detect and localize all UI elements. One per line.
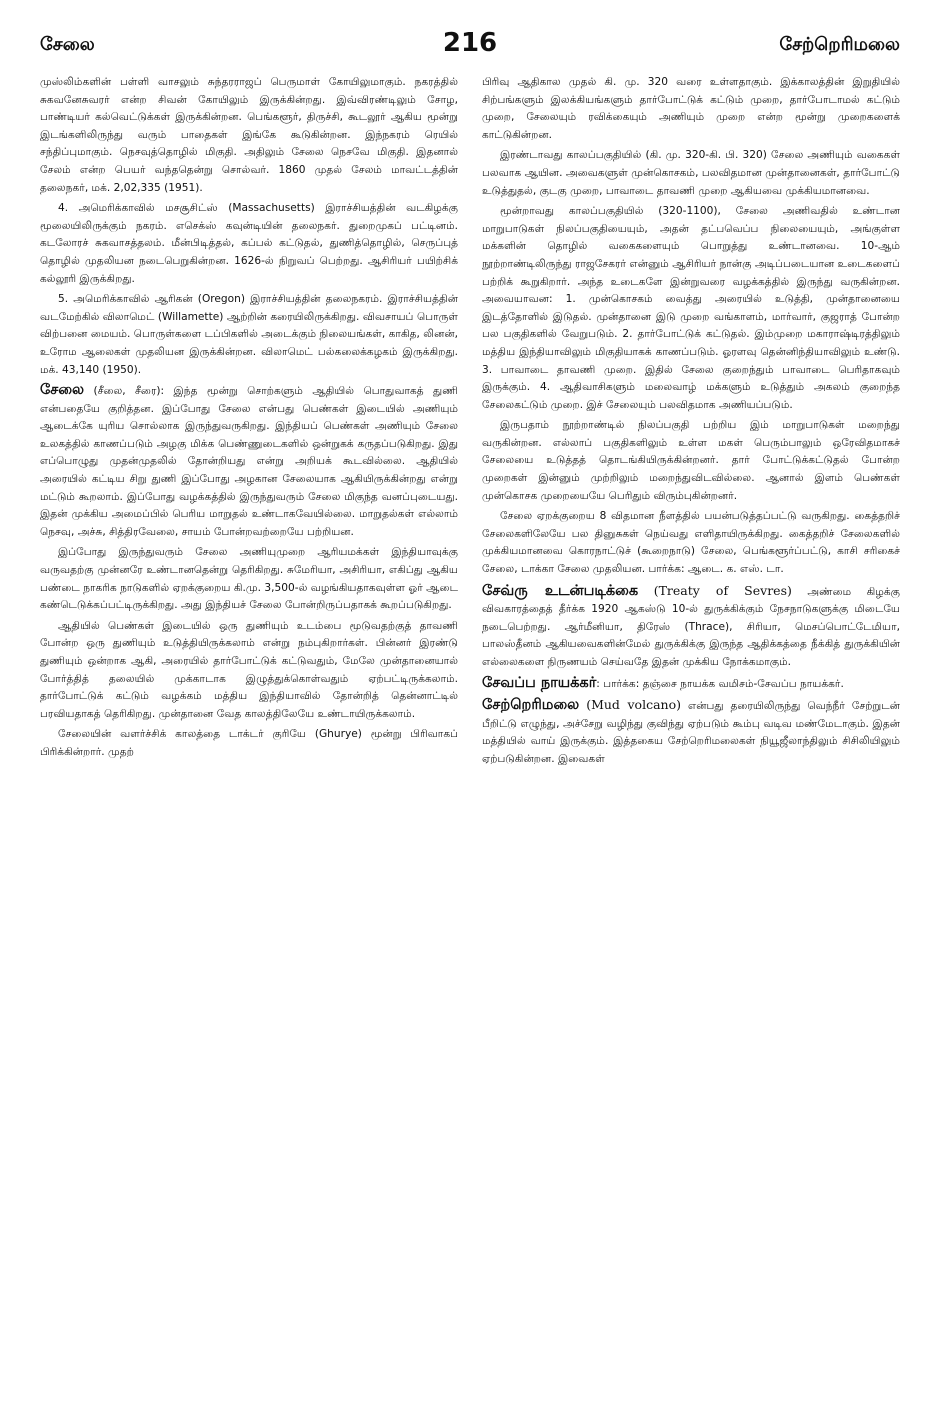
paragraph-text: முஸ்லிம்களின் பள்ளி வாசலும் சுந்தரராஜப் பெருமாள் கோயிலுமாகும். நகரத்தில் சுகவனேசுவரர் என்ற சிவன் கோயிலும் இருக்கின்றது. இவ்விரண்டிலும் சோழ, பாண்டியர் கல்வெட்டுக்கள் இருக்கின்றன. பெங்களூர், திருச்சி, கூடலூர் ஆகிய மூன்று இடங்களிலிருந்து வரும் பாதைகள் இங்கே கூடுகின்றன. இந்நகரம் ரெயில் சந்திப்புமாகும். நெசவுத்தொழில் மிகுதி. அதிலும் சேலை நெசவே மிகுதி. இதனால் சேலம் என்ற பெயர் வந்ததென்று சொல்வர். 1860 முதல் சேலம் மாவட்டத்தின் தலைநகர், மக். 2,02,335 (1951). xyxy=(40,76,458,194)
paragraph-text: சேலை ஏறக்குறைய 8 விதமான நீளத்தில் பயன்படுத்தப்பட்டு வருகிறது. கைத்தறிச் சேலைகளிலேயே பல தினுசுகள் நெய்வது எளிதாயிருக்கிறது. கைத்தறிச் சேலைகளில் முக்கியமானவை கொரநாட்டுச் (கூறைநாடு) சேலை, பெங்களூர்ப்பட்டு, காசி சரிகைச் சேலை, டாக்கா சேலை முதலியன. பார்க்க: ஆடை. க. எஸ். டா. xyxy=(482,510,900,576)
paragraph-text: இரண்டாவது காலப்பகுதியில் (கி. மு. 320-கி. பி. 320) சேலை அணியும் வகைகள் பலவாக ஆயின. அவைகளுள் முன்கொசகம், பலவிதமான முன்தானைகள், தார்போட்டு உடுத்துதல், குடகு முறை, பாவாடை தாவணி முறை ஆகியவை முக்கியமானவை. xyxy=(482,149,900,197)
paragraph xyxy=(482,147,900,200)
paragraph-text: 4. அமெரிக்காவில் மசசூசிட்ஸ் (Massachusetts) இராச்சியத்தின் வடகிழக்கு மூலையிலிருக்கும் நகரம். எசெக்ஸ் கவுன்டியின் தலைநகர். துறைமுகப் பட்டினம். கடலோரச் சுகவாசத்தலம். மீன்பிடித்தல், கப்பல் கட்டுதல், துணித்தொழில், செருப்புத் தொழில் முதலியன நடைபெறுகின்றன. 1626-ல் நிறுவப் பெற்றது. ஆசிரியர் பயிற்சிக் கல்லூரி இருக்கிறது. xyxy=(40,202,458,285)
paragraph xyxy=(40,291,458,379)
paragraph xyxy=(40,74,458,197)
left-column xyxy=(40,74,458,772)
header-right-title: சேற்றெரிமலை xyxy=(779,34,900,55)
entry-headword: சேற்றெரிமலை xyxy=(482,697,580,714)
right-column xyxy=(482,74,900,772)
paragraph-text: என்பது தரையிலிருந்து வெந்நீர் சேற்றுடன் பீறிட்டு எழுந்து, அச்சேறு வழிந்து குவிந்து ஏற்படும் கூம்பு வடிவ மண்மேடாகும். இதன் மத்தியில் வாய் இருக்கும். இத்தகைய சேற்றெரிமலைகள் நியூஜீலாந்திலும் சிசிலியிலும் ஏற்படுகின்றன. இவைகள் xyxy=(482,700,900,765)
paragraph-text: இப்போது இருந்துவரும் சேலை அணியுமுறை ஆரியமக்கள் இந்தியாவுக்கு வருவதற்கு முன்னரே உண்டானதென்று தெரிகிறது. சுமேரியா, அசிரியா, எகிப்து ஆகிய பண்டை நாகரிக நாடுகளில் ஏறக்குறைய கி.மு. 3,500-ல் வழங்கியதாகவுள்ள ஓர் ஆடை கண்டெடுக்கப்பட்டிருக்கிறது. அது இந்தியச் சேலை போன்றிருப்பதாகக் கூறப்படுகிறது. xyxy=(40,546,458,612)
paragraph xyxy=(482,675,900,694)
paragraph-text: 5. அமெரிக்காவில் ஆரிகன் (Oregon) இராச்சியத்தின் தலைநகரம். இராச்சியத்தின் வடமேற்கில் விலாமெட் (Willamette) ஆற்றின் கரையிலிருக்கிறது. விவசாயப் பொருள் விற்பனை மையம். பொருள்களை டப்பிகளில் அடைக்கும் நிலையங்கள், காகித, லினன், உரோம ஆலைகள் முதலியன இருக்கின்றன. விலாமெட் பல்கலைக்கழகம் இருக்கிறது. மக். 43,140 (1950). xyxy=(40,293,458,376)
entry-headword: சேவ்ரு உடன்படிக்கை xyxy=(482,582,639,599)
paragraph-text: சேலையின் வளர்ச்சிக் காலத்தை டாக்டர் குரியே (Ghurye) மூன்று பிரிவாகப் பிரிக்கின்றார். முதற் xyxy=(40,728,458,758)
paragraph-text: ஆதியில் பெண்கள் இடையில் ஒரு துணியும் உடம்பை மூடுவதற்குத் தாவணி போன்ற ஒரு துணியும் உடுத்தியிருக்கலாம் என்று நம்புகிறார்கள். பின்னர் இரண்டு துணியும் ஒன்றாக ஆகி, அரையில் தார்போட்டுக் கட்டுவதும், மேலே முன்தானையால் போர்த்தித் தலையில் முக்காடாக இழுத்துக்கொள்வதும் ஏற்பட்டிருக்கலாம். தார்போட்டுக் கட்டும் வழக்கம் மத்திய இந்தியாவில் தோன்றித் தென்னாட்டில் பரவியதாகத் தெரிகிறது. முன்தானை வேத காலத்திலேயே உண்டாயிருக்கலாம். xyxy=(40,619,458,720)
paragraph-text: அண்மை கிழக்கு விவகாரத்தைத் தீர்க்க 1920 ஆகஸ்டு 10-ல் துருக்கிக்கும் நேசநாடுகளுக்கு மிடையே நடைபெற்றது. ஆர்மீனியா, திரேஸ் (Thrace), சிரியா, மெசப்பொட்டேமியா, பாலஸ்தீனம் ஆகியவைகளின்மேல் துருக்கிக்கு இருந்த ஆதிக்கத்தை நீக்கித் துருக்கியின் எல்லைகளை நிருணயம் செய்வதே இதன் முக்கிய நோக்கமாகும். xyxy=(482,585,900,668)
paragraph xyxy=(482,74,900,144)
text-columns xyxy=(40,74,900,772)
paragraph xyxy=(40,618,458,724)
paragraph xyxy=(482,508,900,578)
paragraph xyxy=(40,726,458,761)
paragraph-text: : பார்க்க: தஞ்சை நாயக்க வமிசம்-சேவப்ப நாயக்கர். xyxy=(596,677,844,690)
entry-headword: சேலை xyxy=(40,382,85,399)
entry-headword: சேவப்ப நாயக்கர் xyxy=(482,674,597,691)
paragraph-text: மூன்றாவது காலப்பகுதியில் (320-1100), சேலை அணிவதில் உண்டான மாறுபாடுகள் நிலப்பகுதியையும், அதன் தட்பவெப்ப நிலையையும், அங்குள்ள மக்களின் தொழில் வகைகளையும் பொறுத்து உண்டானவை. 10-ஆம் நூற்றாண்டிலிருந்து ராஜசேகரர் என்னும் ஆசிரியர் நான்கு அடிப்படையான உடைகளைப் பற்றிக் கூறுகிறார். அந்த உடைகளே இன்றுவரை வழக்கத்தில் இருந்து வருகின்றன. அவையாவன: 1. முன்கொசகம் வைத்து அரையில் உடுத்தி, முன்தானையை இடத்தோளில் இடுதல். முன்தானை இடு முறை வங்காளம், மார்வார், குஜராத் போன்ற பல பகுதிகளில் வேறுபடும். 2. தார்போட்டுக் கட்டுதல். இம்முறை மகாராஷ்டிரத்திலும் மத்திய இந்தியாவிலும் மிகுதியாகக் காணப்படும். ஓரளவு தென்னிந்தியாவிலும் உண்டு. 3. பாவாடை தாவணி முறை. இதில் சேலை குறைந்தும் பாவாடை பெரிதாகவும் இருக்கும். 4. ஆதிவாசிகளும் மலைவாழ் மக்களும் உடுத்தும் அகலம் குறைந்த சேலைகட்டும் முறை. இச் சேலையும் பலவிதமாக அணியப்படும். xyxy=(482,205,900,411)
paragraph xyxy=(482,203,900,414)
paragraph xyxy=(482,696,900,768)
paragraph xyxy=(482,582,900,672)
paragraph-text: பிரிவு ஆதிகால முதல் கி. மு. 320 வரை உள்ளதாகும். இக்காலத்தின் இறுதியில் சிற்பங்களும் இலக்கியங்களும் தார்போட்டுக் கட்டும் முறை, தார்போடாமல் கட்டும் முறை, சேலையும் ரவிக்கையும் அணியும் முறை என்ற மூன்று முறைகளைக் காட்டுகின்றன. xyxy=(482,76,900,141)
header-left-title: சேலை xyxy=(40,34,95,55)
paragraph xyxy=(40,382,458,541)
entry-headword-english: (Treaty of Sevres) xyxy=(653,582,792,598)
entry-headword-english: (Mud volcano) xyxy=(586,697,681,713)
page-header xyxy=(40,28,900,68)
paragraph xyxy=(482,417,900,505)
paragraph xyxy=(40,544,458,614)
paragraph-text: (சீலை, சீரை): இந்த மூன்று சொற்களும் ஆதியில் பொதுவாகத் துணி என்பதையே குறித்தன. இப்போது சேலை என்பது பெண்கள் இடையில் அணியும் ஆடைக்கே யுரிய சொல்லாக இருந்துவருகிறது. இந்தியப் பெண்கள் அணியும் சேலை உலகத்தில் காணப்படும் அழகு மிக்க பெண்ணுடைகளில் ஒன்றுகக் கருதப்படுகிறது. இது எப்பொழுது முதன்முதலில் தோன்றியது என்று அறியக் கூடவில்லை. ஆதியில் அரையில் கட்டிய சிறு துணி இப்போது அழகான சேலையாக ஆகியிருக்கின்றது என்று மட்டும் கூறலாம். இப்போது வழக்கத்தில் இருந்துவரும் சேலை மிகுந்த வனப்புடையது. இதன் முக்கிய அமைப்பில் பெரிய மாறுதல் உண்டாகவேயில்லை. மாறுதல்கள் எல்லாம் நெசவு, அச்சு, சித்திரவேலை, சாயம் போன்றவற்றையே பற்றியன. xyxy=(40,385,458,538)
page-number: 216 xyxy=(442,28,498,58)
paragraph xyxy=(40,200,458,288)
paragraph-text: இருபதாம் நூற்றாண்டில் நிலப்பகுதி பற்றிய இம் மாறுபாடுகள் மறைந்து வருகின்றன. எல்லாப் பகுதிகளிலும் உள்ள மகள் பெரும்பாலும் ஒரேவிதமாகச் சேலையை உடுத்தத் தொடங்கியிருக்கின்றனர். தார் போட்டுக்கட்டுதல் போன்ற முறைகள் இன்னும் முற்றிலும் மறைந்துவிடவில்லை. ஆனால் இளம் பெண்கள் முன்கொசக முறையையே பெரிதும் விரும்புகின்றனர். xyxy=(482,419,900,502)
